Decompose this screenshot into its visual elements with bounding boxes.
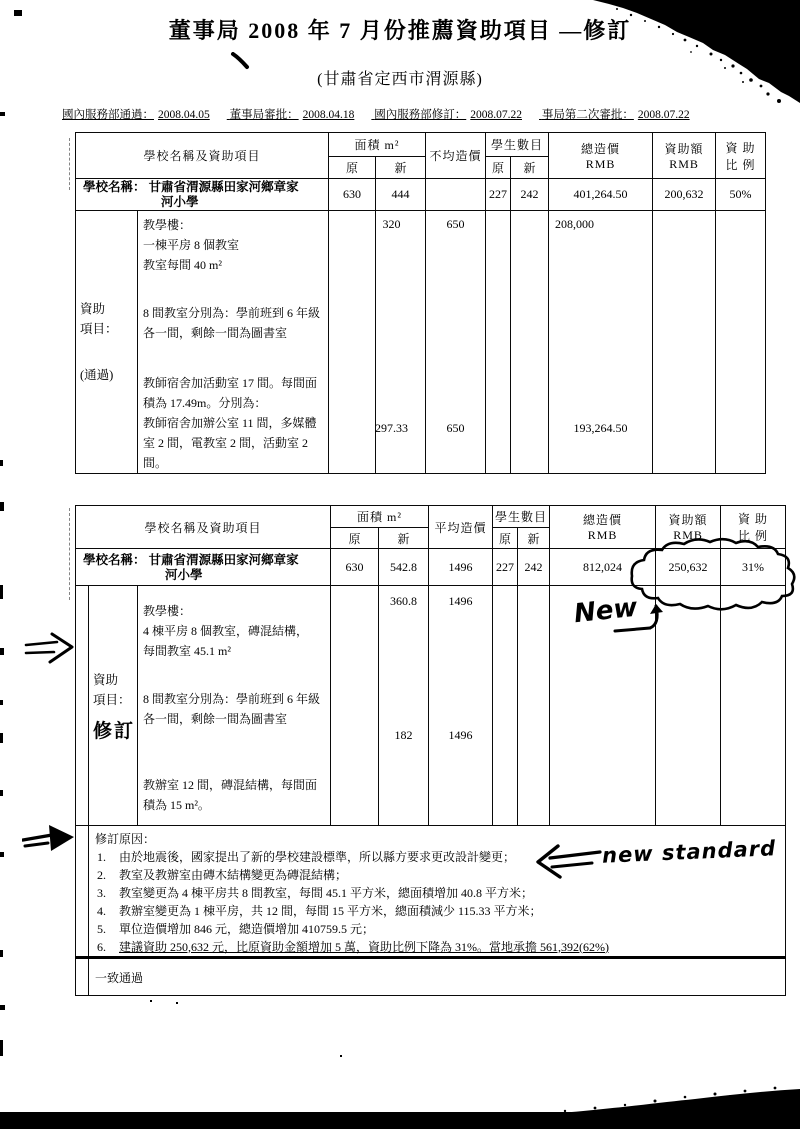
scan-dash-line	[69, 508, 70, 600]
margin-solid-arrow-icon	[22, 820, 76, 854]
project-total-cell	[549, 211, 653, 474]
ratio-empty	[716, 211, 766, 474]
header-ratio: 資 助 比 例	[716, 133, 766, 179]
scan-speck	[176, 1002, 178, 1004]
total-price-value: 812,024	[550, 549, 656, 586]
reason-item: 2. 教室及教辦室由磚木結構變更為磚混結構；	[97, 867, 348, 882]
header-school-column: 學校名稱及資助項目	[76, 133, 329, 179]
header-area-new: 新	[376, 157, 426, 179]
status-approved: (通過)	[80, 368, 114, 382]
avg-price-1: 1496	[448, 594, 473, 608]
avg-price-value: 1496	[429, 549, 493, 586]
students-new-empty	[518, 586, 550, 826]
project-description-cell: 教學樓： 一棟平房 8 個教室 教室每間 40 m² 8 間教室分別為：學前班到 6 年級各一間，剩餘一間為圖書室 教師宿舍加活動室 17 間。每間面積為 17.49m。分別為： 教師宿舍加辦公室 11 間，多媒體室 2 間，電教室 2 間，活動室 2 間。	[138, 211, 329, 474]
scan-speck	[0, 790, 3, 796]
ratio-value: 50%	[716, 179, 766, 211]
ratio-empty	[721, 586, 786, 826]
margin-double-arrow-icon	[24, 630, 76, 670]
scan-speck	[0, 700, 3, 705]
scan-speck	[0, 648, 4, 655]
page-subtitle: (甘肅省定西市渭源縣)	[317, 71, 483, 88]
project-description-cell: 教學樓： 4 棟平房 8 個教室，磚混結構， 每間教室 45.1 m² 8 間教室分別為：學前班到 6 年級各一間，剩餘一間為圖書室 教辦室 12 間，磚混結構，每間面積為 15 m²。	[138, 586, 331, 826]
orig-area-value: 630	[329, 179, 376, 211]
scan-wedge-bottom-right	[535, 1082, 800, 1116]
header-school-column: 學校名稱及資助項目	[76, 506, 331, 549]
students-orig-empty	[486, 211, 511, 474]
header-area-orig: 原	[331, 528, 379, 549]
revision-label: 修訂	[93, 720, 136, 742]
verdict-cell: 一致通過	[89, 958, 786, 996]
header-subsidy: 資助額 RMB	[653, 133, 716, 179]
scan-speck	[0, 733, 3, 743]
header-students-orig: 原	[486, 157, 511, 179]
handwritten-new-note: New	[572, 592, 639, 630]
unit-price-1: 650	[446, 217, 465, 231]
handwritten-new-standard-note: new standard	[601, 836, 777, 868]
students-orig-value: 227	[486, 179, 511, 211]
subtotal-1: 208,000	[555, 217, 595, 231]
header-area-new: 新	[379, 528, 429, 549]
new-note-arrow-icon	[612, 592, 670, 638]
margin-strip-cell	[76, 826, 89, 958]
new-area-value: 444	[376, 179, 426, 211]
scan-speck	[0, 1005, 5, 1010]
new-area-value: 542.8	[379, 549, 429, 586]
project-label-cell: 資助 項目： 修訂	[89, 586, 138, 826]
header-students: 學生數目	[493, 506, 550, 528]
school-name-cell: 學校名稱： 甘肅省渭源縣田家河鄉章家 河小學	[76, 179, 329, 211]
approval-item: 事局第二次審批： 2008.07.22	[541, 109, 690, 121]
header-avg-price: 平均造價	[429, 506, 493, 549]
avg-price-2: 1496	[448, 728, 473, 742]
scan-speck	[150, 1000, 152, 1002]
area-value-2: 297.33	[375, 421, 409, 435]
area-value-1: 360.8	[390, 594, 418, 608]
project-unit-price-cell	[426, 211, 486, 474]
orig-area-empty	[331, 586, 379, 826]
header-unit-price: 不均造價	[426, 133, 486, 179]
header-total-price: 總造價 RMB	[549, 133, 653, 179]
ratio-value: 31%	[721, 549, 786, 586]
reason-item: 4. 教辦室變更為 1 棟平房，共 12 間，每間 15 平方米，總面積減少 115.33 平方米；	[97, 903, 542, 918]
header-total-price: 總造價 RMB	[550, 506, 656, 549]
reason-item: 5. 單位造價增加 846 元，總造價增加 410759.5 元；	[97, 921, 375, 936]
scan-speck	[340, 1055, 342, 1057]
scan-speck	[0, 852, 4, 857]
pen-tick-mark-icon	[230, 52, 252, 72]
scan-speck	[0, 950, 3, 957]
header-students: 學生數目	[486, 133, 549, 157]
students-new-empty	[511, 211, 549, 474]
students-orig-empty	[493, 586, 518, 826]
area-value-2: 182	[394, 728, 413, 742]
unit-price-empty	[426, 179, 486, 211]
subsidy-empty	[653, 211, 716, 474]
margin-strip-cell	[76, 586, 89, 826]
project-new-area-cell	[379, 586, 429, 826]
total-price-value: 401,264.50	[549, 179, 653, 211]
approved-project-table	[75, 132, 766, 474]
scan-speck	[0, 460, 3, 466]
students-new-value: 242	[511, 179, 549, 211]
new-standard-arrow-icon	[534, 843, 604, 883]
students-orig-value: 227	[493, 549, 518, 586]
subsidy-value: 250,632	[656, 549, 721, 586]
subsidy-value: 200,632	[653, 179, 716, 211]
scan-speck	[0, 585, 3, 599]
students-new-value: 242	[518, 549, 550, 586]
approval-dates-line	[62, 106, 762, 122]
scan-speck	[14, 10, 22, 16]
project-label-cell: 資助 項目： (通過)	[76, 211, 138, 474]
project-new-area-cell	[376, 211, 426, 474]
school-name-cell: 學校名稱： 甘肅省渭源縣田家河鄉章家 河小學	[76, 549, 331, 586]
header-students-new: 新	[511, 157, 549, 179]
header-ratio: 資 助 比 例	[721, 506, 786, 549]
scan-bar-bottom	[0, 1112, 800, 1129]
header-area: 面積 m²	[329, 133, 426, 157]
approval-item: 國內服務部修訂： 2008.07.22	[374, 109, 522, 121]
scan-blob-top-right	[593, 0, 800, 108]
header-students-orig: 原	[493, 528, 518, 549]
header-subsidy: 資助額 RMB	[656, 506, 721, 549]
scan-speck	[0, 1040, 3, 1056]
revision-reasons-heading: 修訂原因：	[95, 831, 156, 846]
unit-price-2: 650	[446, 421, 465, 435]
scan-speck	[0, 502, 4, 511]
project-avg-price-cell	[429, 586, 493, 826]
scan-dash-line	[69, 138, 70, 190]
area-value-1: 320	[382, 217, 401, 231]
header-area-orig: 原	[329, 157, 376, 179]
reason-item: 6. 建議資助 250,632 元，比原資助金額增加 5 萬，資助比例下降為 31%。當地承擔 561,392(62%)	[97, 939, 609, 954]
page-title: 董事局 2008 年 7 月份推薦資助項目 —修訂	[168, 18, 632, 43]
orig-area-value: 630	[331, 549, 379, 586]
scan-speck	[0, 112, 5, 116]
approval-item: 董事局審批： 2008.04.18	[229, 109, 355, 121]
approval-item: 國內服務部通過： 2008.04.05	[62, 109, 210, 121]
header-students-new: 新	[518, 528, 550, 549]
margin-strip-cell	[76, 958, 89, 996]
subtotal-2: 193,264.50	[573, 421, 628, 435]
reason-item: 1. 由於地震後，國家提出了新的學校建設標準，所以縣方要求更改設計變更；	[97, 849, 516, 864]
header-area: 面積 m²	[331, 506, 429, 528]
reason-item: 3. 教室變更為 4 棟平房共 8 間教室，每間 45.1 平方米，總面積增加 40.8 平方米；	[97, 885, 534, 900]
